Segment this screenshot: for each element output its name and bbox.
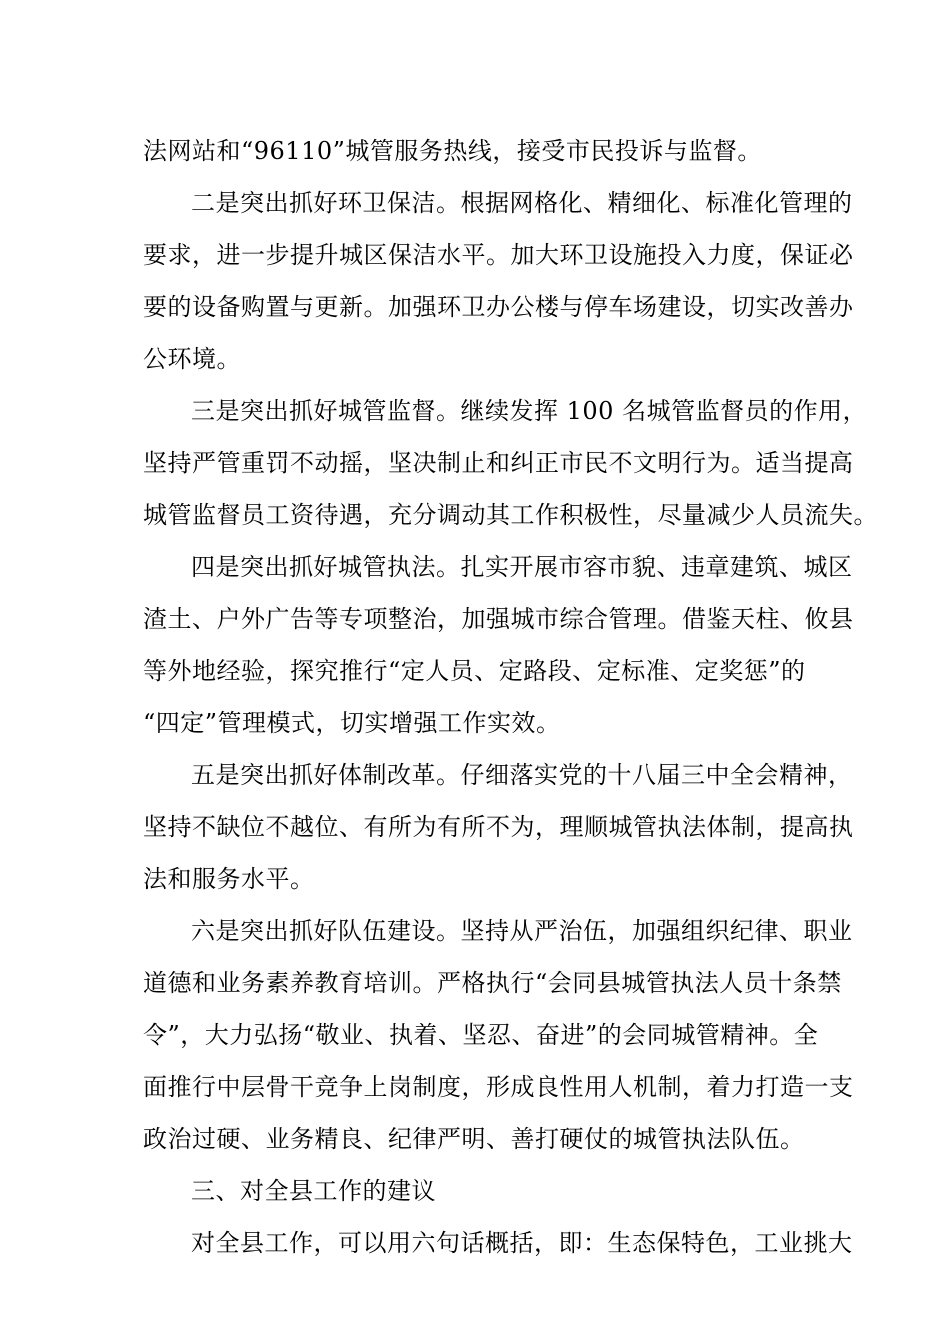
paragraph-line: 法和服务水平。 bbox=[143, 865, 315, 893]
paragraph-line: 渣土、户外广告等专项整治，加强城市综合管理。借鉴天柱、攸县 bbox=[143, 605, 854, 633]
paragraph-line: 法网站和“96110”城管服务热线，接受市民投诉与监督。 bbox=[143, 137, 762, 165]
paragraph-line: 对全县工作，可以用六句话概括，即：生态保特色，工业挑大 bbox=[191, 1229, 853, 1257]
paragraph-line: 道德和业务素养教育培训。严格执行“会同县城管执法人员十条禁 bbox=[143, 969, 842, 997]
paragraph-line: 坚持严管重罚不动摇，坚决制止和纠正市民不文明行为。适当提高 bbox=[143, 449, 854, 477]
paragraph-line: 五是突出抓好体制改革。仔细落实党的十八届三中全会精神， bbox=[191, 761, 853, 789]
section-heading: 三、对全县工作的建议 bbox=[191, 1177, 436, 1205]
paragraph-line: 六是突出抓好队伍建设。坚持从严治伍，加强组织纪律、职业 bbox=[191, 917, 853, 945]
paragraph-line: 面推行中层骨干竞争上岗制度，形成良性用人机制，着力打造一支 bbox=[143, 1073, 854, 1101]
paragraph-line: 三是突出抓好城管监督。继续发挥 100 名城管监督员的作用， bbox=[191, 397, 868, 425]
paragraph-line: 公环境。 bbox=[143, 345, 241, 373]
paragraph-line: 要的设备购置与更新。加强环卫办公楼与停车场建设，切实改善办 bbox=[143, 293, 854, 321]
paragraph-line: 二是突出抓好环卫保洁。根据网格化、精细化、标准化管理的 bbox=[191, 189, 853, 217]
paragraph-line: 要求，进一步提升城区保洁水平。加大环卫设施投入力度，保证必 bbox=[143, 241, 854, 269]
paragraph-line: 四是突出抓好城管执法。扎实开展市容市貌、违章建筑、城区 bbox=[191, 553, 853, 581]
paragraph-line: “四定”管理模式，切实增强工作实效。 bbox=[143, 709, 561, 737]
paragraph-line: 坚持不缺位不越位、有所为有所不为，理顺城管执法体制，提高执 bbox=[143, 813, 854, 841]
paragraph-line: 令”，大力弘扬“敬业、执着、坚忍、奋进”的会同城管精神。全 bbox=[143, 1021, 819, 1049]
paragraph-line: 城管监督员工资待遇，充分调动其工作积极性，尽量减少人员流失。 bbox=[143, 501, 878, 529]
paragraph-line: 政治过硬、业务精良、纪律严明、善打硬仗的城管执法队伍。 bbox=[143, 1125, 805, 1153]
paragraph-line: 等外地经验，探究推行“定人员、定路段、定标准、定奖惩”的 bbox=[143, 657, 806, 685]
